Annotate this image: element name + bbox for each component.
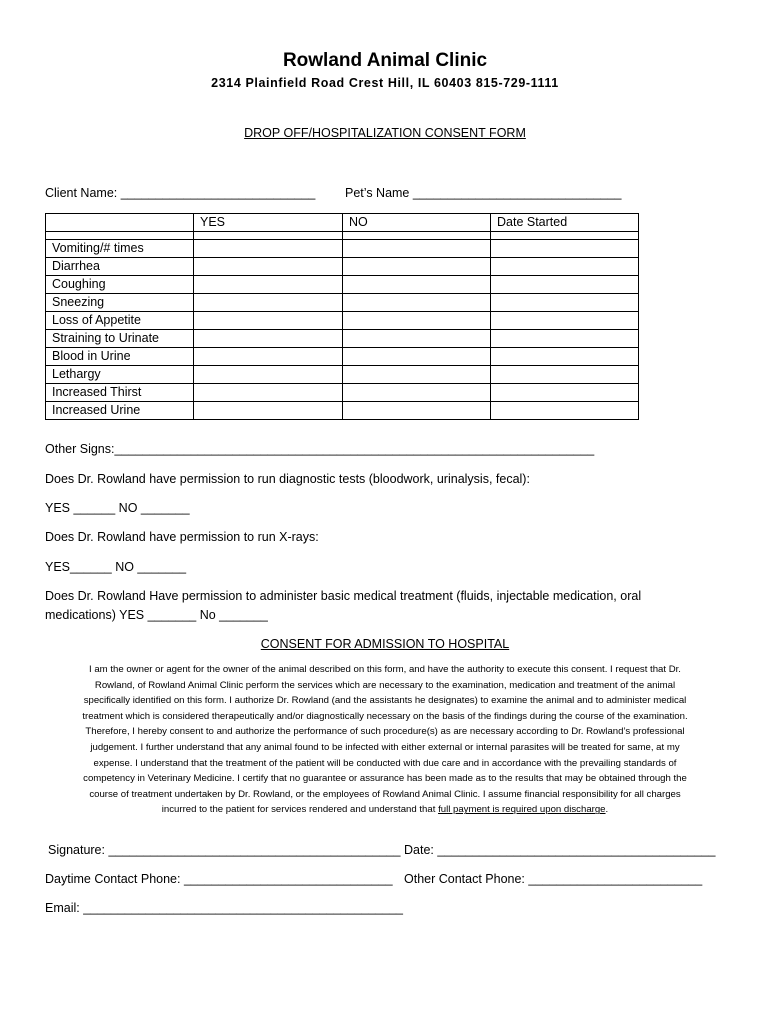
table-row (46, 240, 639, 258)
no-cell[interactable] (343, 276, 491, 294)
table-row (46, 384, 639, 402)
symptom-label: Vomiting/# times (46, 240, 194, 258)
consent-line: I am the owner or agent for the owner of the animal described on this form, and have the authority to execute this consent. I request that Dr. (89, 664, 681, 675)
header-cell-symptom (46, 214, 194, 232)
consent-line: Rowland, of Rowland Animal Clinic perform the services which are necessary to the examination, medication and treatment of the animal (94, 679, 676, 691)
no-cell[interactable] (343, 384, 491, 402)
table-row (46, 294, 639, 312)
date-started-cell[interactable] (491, 276, 639, 294)
other-phone-field[interactable]: Other Contact Phone: _________________________ (404, 872, 703, 886)
symptom-label: Lethargy (46, 366, 194, 384)
consent-line: competency in Veterinary Medicine. I certify that no guarantee or assurance has been made as to the results that may be obtained through the (83, 773, 687, 785)
symptom-label: Increased Urine (46, 402, 194, 420)
question-basic-treatment: Does Dr. Rowland Have permission to administer basic medical treatment (fluids, injectable medication, oral (45, 589, 642, 603)
yes-cell[interactable] (194, 258, 343, 276)
table-header-row (46, 214, 639, 232)
date-started-cell[interactable] (491, 366, 639, 384)
pet-name-field[interactable]: Pet’s Name ______________________________ (345, 186, 622, 200)
yes-cell[interactable] (194, 366, 343, 384)
answer-xrays[interactable]: YES______ NO _______ (45, 560, 187, 574)
consent-line: treatment which is considered therapeutically and/or diagnostically necessary on the basis of the findings during the course of the examination. (82, 710, 688, 722)
consent-line: course of treatment undertaken by Dr. Rowland, or the employees of Rowland Animal Clinic. I assume financial responsibility for all charges (89, 788, 681, 800)
date-started-cell[interactable] (491, 294, 639, 312)
yes-cell[interactable] (194, 276, 343, 294)
clinic-address: 2314 Plainfield Road Crest Hill, IL 60403 815-729-1111 (211, 76, 559, 90)
consent-line: judgement. I further understand that any animal found to be infected with either external or internal parasites will be treated for same, at my (90, 741, 680, 753)
clinic-title: Rowland Animal Clinic (282, 50, 488, 71)
no-cell[interactable] (343, 366, 491, 384)
client-name-field[interactable]: Client Name: ____________________________ (45, 186, 316, 200)
yes-cell[interactable] (194, 384, 343, 402)
no-cell[interactable] (343, 258, 491, 276)
answer-diagnostic-tests[interactable]: YES ______ NO _______ (45, 501, 190, 515)
date-started-cell[interactable] (491, 258, 639, 276)
no-cell[interactable] (343, 312, 491, 330)
date-started-cell[interactable] (491, 240, 639, 258)
consent-line-final (40, 802, 730, 818)
header-cell-no: NO (343, 214, 491, 232)
yes-cell[interactable] (194, 312, 343, 330)
symptom-label: Sneezing (46, 294, 194, 312)
no-cell[interactable] (343, 240, 491, 258)
answer-basic-treatment[interactable]: medications) YES _______ No _______ (45, 608, 268, 622)
table-row (46, 276, 639, 294)
symptom-label: Straining to Urinate (46, 330, 194, 348)
question-diagnostic-tests: Does Dr. Rowland have permission to run diagnostic tests (bloodwork, urinalysis, fecal): (45, 472, 530, 486)
symptom-label: Loss of Appetite (46, 312, 194, 330)
table-row (46, 366, 639, 384)
no-cell[interactable] (343, 348, 491, 366)
date-started-cell[interactable] (491, 330, 639, 348)
consent-line: specifically identified on this form. I authorize Dr. Rowland (and the assistants he designates) to examine the animal and to administer medical (83, 695, 687, 707)
symptom-label: Blood in Urine (46, 348, 194, 366)
consent-title: CONSENT FOR ADMISSION TO HOSPITAL (260, 637, 510, 651)
header-cell-date-started: Date Started (491, 214, 639, 232)
date-started-cell[interactable] (491, 348, 639, 366)
symptoms-table (45, 213, 639, 420)
yes-cell[interactable] (194, 240, 343, 258)
table-row (46, 402, 639, 420)
daytime-phone-field[interactable]: Daytime Contact Phone: ______________________________ (45, 872, 393, 886)
date-field[interactable]: Date: ________________________________________ (404, 843, 716, 857)
table-row (46, 330, 639, 348)
symptom-label: Diarrhea (46, 258, 194, 276)
table-row (46, 312, 639, 330)
table-spacer-row (46, 232, 639, 240)
yes-cell[interactable] (194, 294, 343, 312)
consent-final-period: . (605, 804, 609, 816)
other-signs-field[interactable]: Other Signs:_____________________________________________________________________ (45, 442, 595, 456)
consent-final-text: incurred to the patient for services rendered and understand that (161, 804, 439, 816)
email-field[interactable]: Email: ______________________________________________ (45, 901, 403, 915)
symptom-label: Coughing (46, 276, 194, 294)
yes-cell[interactable] (194, 402, 343, 420)
no-cell[interactable] (343, 330, 491, 348)
form-title: DROP OFF/HOSPITALIZATION CONSENT FORM (244, 126, 526, 140)
yes-cell[interactable] (194, 330, 343, 348)
full-payment-notice: full payment is required upon discharge (438, 804, 606, 816)
table-row (46, 258, 639, 276)
header-cell-yes: YES (194, 214, 343, 232)
yes-cell[interactable] (194, 348, 343, 366)
date-started-cell[interactable] (491, 312, 639, 330)
question-xrays: Does Dr. Rowland have permission to run X-rays: (45, 530, 319, 544)
table-row (46, 348, 639, 366)
date-started-cell[interactable] (491, 384, 639, 402)
symptom-label: Increased Thirst (46, 384, 194, 402)
consent-paragraph (40, 662, 730, 818)
no-cell[interactable] (343, 402, 491, 420)
no-cell[interactable] (343, 294, 491, 312)
date-started-cell[interactable] (491, 402, 639, 420)
signature-field[interactable]: Signature: __________________________________________ (48, 843, 401, 857)
consent-line: Therefore, I hereby consent to and authorize the performance of such procedure(s) as are necessary according to Dr. Rowland’s professional (85, 726, 685, 738)
consent-line: expense. I understand that the treatment of the patient will be conducted with due care and in accordance with the prevailing standards of (93, 757, 677, 769)
